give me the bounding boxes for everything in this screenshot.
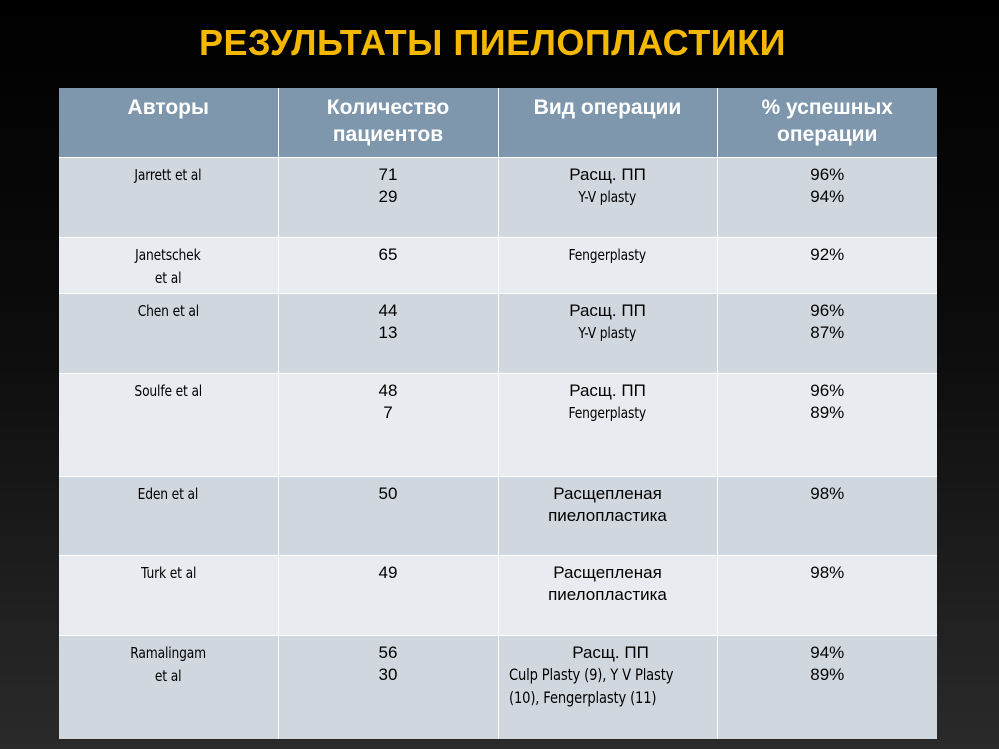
header-patients: Количество пациентов: [278, 88, 498, 158]
cell-author: Turk et al: [59, 556, 278, 636]
cell-patients: 50: [278, 477, 498, 556]
cell-operation: Расщ. ПП Y-V plasty: [498, 294, 717, 374]
cell-operation: Расщепленая пиелопластика: [498, 556, 717, 636]
cell-patients: 71 29: [278, 158, 498, 238]
cell-author: Chen et al: [59, 294, 278, 374]
cell-author: Ramalingam et al: [59, 636, 278, 739]
table-row: [59, 374, 937, 477]
cell-success: 96% 89%: [717, 374, 937, 477]
cell-success: 98%: [717, 556, 937, 636]
header-authors: Авторы: [59, 88, 278, 158]
cell-patients: 49: [278, 556, 498, 636]
cell-author: Jarrett et al: [59, 158, 278, 238]
cell-operation: Расщ. ПП Fengerplasty: [498, 374, 717, 477]
cell-success: 94% 89%: [717, 636, 937, 739]
cell-author: Soulfe et al: [59, 374, 278, 477]
cell-operation: Расщепленая пиелопластика: [498, 477, 717, 556]
cell-success: 96% 87%: [717, 294, 937, 374]
results-table: [59, 88, 937, 739]
cell-patients: 65: [278, 238, 498, 294]
cell-success: 92%: [717, 238, 937, 294]
table-row: [59, 158, 937, 238]
table-row: [59, 477, 937, 556]
cell-operation: Fengerplasty: [498, 238, 717, 294]
cell-patients: 56 30: [278, 636, 498, 739]
table-header-row: [59, 88, 937, 158]
table-row: [59, 556, 937, 636]
cell-success: 98%: [717, 477, 937, 556]
header-operation: Вид операции: [498, 88, 717, 158]
cell-patients: 44 13: [278, 294, 498, 374]
cell-operation: Расщ. ПП Y-V plasty: [498, 158, 717, 238]
cell-patients: 48 7: [278, 374, 498, 477]
header-success: % успешных операции: [717, 88, 937, 158]
cell-operation: Расщ. ПП Culp Plasty (9), Y V Plasty (10), Fengerplasty (11): [498, 636, 717, 739]
cell-author: Janetschek et al: [59, 238, 278, 294]
cell-author: Eden et al: [59, 477, 278, 556]
slide-title: РЕЗУЛЬТАТЫ ПИЕЛОПЛАСТИКИ: [199, 22, 786, 63]
cell-success: 96% 94%: [717, 158, 937, 238]
table-row: [59, 294, 937, 374]
table-row: [59, 238, 937, 294]
table-row: [59, 636, 937, 739]
